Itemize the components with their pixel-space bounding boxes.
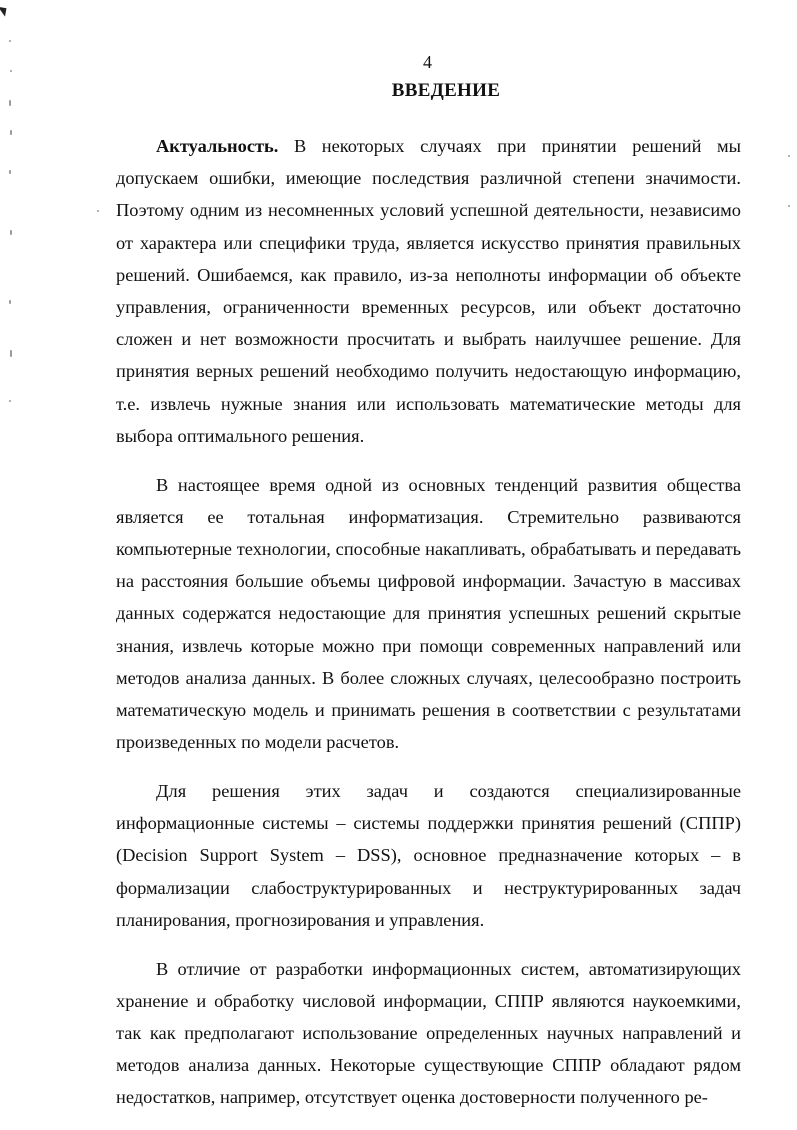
page-number: 4 [423, 52, 432, 72]
paragraph: Для решения этих задач и создаются специализированные информационные системы – системы поддержки принятия решений (СППР) (Decision Support System – DSS), основное предназначение которых – в формализации слабоструктурированных и неструктурированных задач планирования, прогнозирования и управления. [116, 781, 741, 930]
scan-corner-mark [0, 3, 10, 16]
scan-speck [788, 205, 790, 207]
scan-speck [788, 155, 790, 157]
paragraph [116, 130, 741, 452]
scan-speck [9, 300, 11, 304]
paragraph-lead: Актуальность. [156, 136, 279, 156]
body-text [116, 130, 741, 1130]
scan-speck [97, 210, 99, 212]
paragraph-text: В некоторых случаях при принятии решений мы допускаем ошибки, имеющие последствия различной степени значимости. Поэтому одним из несомненных условий успешной деятельности, независимо от характера или специфики труда, является искусство принятия правильных решений. Ошибаемся, как правило, из-за неполноты информации об объекте управления, ограниченности временных ресурсов, или объект достаточно сложен и нет возможности просчитать и выбрать наилучшее решение. Для принятия верных решений необходимо получить недостающую информацию, т.е. извлечь нужные знания или использовать математические методы для выбора оптимального решения. [116, 136, 741, 446]
scan-speck [9, 170, 11, 174]
paragraph: В настоящее время одной из основных тенденций развития общества является ее тотальная информатизация. Стремительно развиваются компьютерные технологии, способные накапливать, обрабатывать и передавать на расстояния большие объемы цифровой информации. Зачастую в массивах данных содержатся недостающие для принятия успешных решений скрытые знания, извлечь которые можно при помощи современных направлений или методов анализа данных. В более сложных случаях, целесообразно построить математическую модель и принимать решения в соответствии с результатами произведенных по модели расчетов. [116, 474, 741, 753]
scan-speck [10, 230, 12, 235]
scan-speck [9, 40, 11, 42]
paragraph: В отличие от разработки информационных систем, автоматизирующих хранение и обработку числовой информации, СППР являются наукоемкими, так как предполагают использование определенных научных направлений и методов анализа данных. Некоторые существующие СППР обладают рядом недостатков, например, отсутствует оценка достоверности полученного ре- [116, 958, 741, 1108]
scan-speck [9, 400, 11, 402]
section-heading: ВВЕДЕНИЕ [391, 80, 501, 101]
scan-speck [10, 350, 12, 357]
scan-speck [10, 130, 12, 135]
